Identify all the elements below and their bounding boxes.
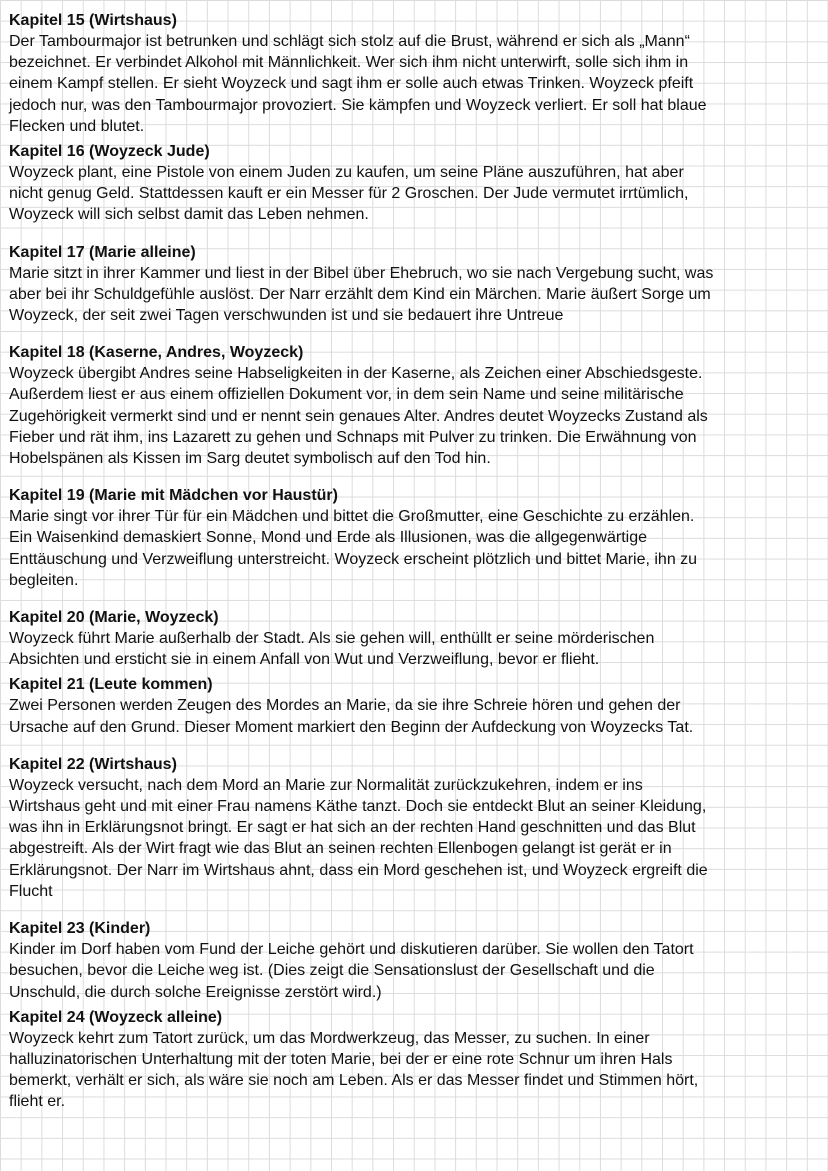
- chapter-title: (Kinder): [89, 920, 151, 938]
- chapter-number: Kapitel 21: [9, 676, 85, 694]
- chapter-16: [9, 141, 820, 226]
- chapter-text: Marie sitzt in ihrer Kammer und liest in der Bibel über Ehebruch, wo sie nach Vergebung sucht, was aber bei ihr Schuldgefühle auslöst. Der Narr erzählt dem Kind ein Märchen. Marie äußert Sorge um Woyzeck, der seit zwei Tagen verschwunden ist und sie bedauert ihre Untreue: [9, 264, 714, 325]
- chapter-heading: [9, 607, 820, 628]
- chapter-heading: [9, 754, 820, 775]
- chapter-heading: [9, 342, 820, 363]
- chapter-title: (Kaserne, Andres, Woyzeck): [89, 344, 304, 362]
- chapter-title: (Woyzeck Jude): [89, 143, 210, 161]
- chapter-title: (Marie alleine): [89, 243, 196, 261]
- chapter-number: Kapitel 23: [9, 920, 85, 938]
- chapter-title: (Marie, Woyzeck): [89, 609, 219, 627]
- chapter-heading: [9, 485, 820, 506]
- chapter-number: Kapitel 17: [9, 243, 85, 261]
- chapter-number: Kapitel 19: [9, 487, 85, 505]
- chapter-24: [9, 1007, 820, 1113]
- chapter-text: Zwei Personen werden Zeugen des Mordes an Marie, da sie ihre Schreie hören und gehen der Ursache auf den Grund. Dieser Moment markiert den Beginn der Aufdeckung von Woyzecks Tat.: [9, 697, 694, 736]
- chapter-17: [9, 242, 820, 327]
- chapter-title: (Leute kommen): [89, 676, 213, 694]
- chapter-number: Kapitel 20: [9, 609, 85, 627]
- chapter-heading: [9, 141, 820, 162]
- chapter-number: Kapitel 16: [9, 143, 85, 161]
- chapter-number: Kapitel 18: [9, 344, 85, 362]
- chapter-20: [9, 607, 820, 670]
- chapter-number: Kapitel 15: [9, 12, 85, 29]
- chapter-title: (Wirtshaus): [89, 755, 177, 773]
- chapter-text: Woyzeck kehrt zum Tatort zurück, um das Mordwerkzeug, das Messer, zu suchen. In einer halluzinatorischen Unterhaltung mit der toten Marie, bei der er eine rote Schnur um ihren Hals bemerkt, verhält er sich, als wäre sie noch am Leben. Als er das Messer findet und Stimmen hört, flieht er.: [9, 1029, 699, 1111]
- chapter-21: [9, 674, 820, 737]
- chapter-18: [9, 342, 820, 469]
- chapter-23: [9, 918, 820, 1003]
- chapter-text: Marie singt vor ihrer Tür für ein Mädchen und bittet die Großmutter, eine Geschichte zu erzählen. Ein Waisenkind demaskiert Sonne, Mond und Erde als Illusionen, was die allgegenwärtige Enttäuschung und Verzweiflung unterstreicht. Woyzeck erscheint plötzlich und bittet Marie, ihn zu begleiten.: [9, 508, 698, 589]
- chapter-number: Kapitel 22: [9, 755, 85, 773]
- chapter-text: Woyzeck führt Marie außerhalb der Stadt. Als sie gehen will, enthüllt er seine mörderischen Absichten und ersticht sie in einem Anfall von Wut und Verzweiflung, bevor er flieht.: [9, 630, 655, 669]
- chapter-title: (Woyzeck alleine): [89, 1008, 223, 1026]
- chapter-19: [9, 485, 820, 591]
- chapter-title: (Marie mit Mädchen vor Haustür): [89, 487, 338, 505]
- chapter-22: [9, 754, 820, 902]
- chapter-heading: [9, 674, 820, 695]
- chapter-heading: [9, 242, 820, 263]
- chapter-text: Woyzeck plant, eine Pistole von einem Juden zu kaufen, um seine Pläne auszuführen, hat aber nicht genug Geld. Stattdessen kauft er ein Messer für 2 Groschen. Der Jude vermutet irrtümlich, Woyzeck will sich selbst damit das Leben nehmen.: [9, 164, 689, 224]
- chapter-text: Woyzeck übergibt Andres seine Habseligkeiten in der Kaserne, als Zeichen einer Abschiedsgeste. Außerdem liest er aus einem offiziellen Dokument vor, in dem sein Name und seine militärische Zugehörigkeit vermerkt sind und er nennt sein genaues Alter. Andres deutet Woyzecks Zustand als Fieber und rät ihm, ins Lazarett zu gehen und Schnaps mit Pulver zu trinken. Die Erwähnung von Hobelspänen als Kissen im Sarg deutet symbolisch auf den Tod hin.: [9, 365, 708, 468]
- chapter-heading: [9, 1007, 820, 1028]
- chapter-heading: [9, 918, 820, 939]
- chapter-text: Woyzeck versucht, nach dem Mord an Marie zur Normalität zurückzukehren, indem er ins Wirtshaus geht und mit einer Frau namens Käthe tanzt. Doch sie entdeckt Blut an seiner Kleidung, was ihn in Erklärungsnot bringt. Er sagt er hat sich an der rechten Hand geschnitten und das Blut abgestreift. Als der Wirt fragt wie das Blut an seinen rechten Ellenbogen gelangt ist gerät er in Erklärungsnot. Der Narr im Wirtshaus ahnt, dass ein Mord geschehen ist, und Woyzeck ergreift die Flucht: [9, 776, 708, 900]
- chapter-15: [9, 10, 820, 137]
- chapter-title: (Wirtshaus): [89, 12, 177, 29]
- chapter-text: Der Tambourmajor ist betrunken und schlägt sich stolz auf die Brust, während er sich als „Mann“ bezeichnet. Er verbindet Alkohol mit Männlichkeit. Wer sich ihm nicht unterwirft, solle sich ihm in einem Kampf stellen. Er sieht Woyzeck und sagt ihm er solle auch etwas Trinken. Woyzeck pfeift jedoch nur, was den Tambourmajor provoziert. Sie kämpfen und Woyzeck verliert. Er soll hat blaue Flecken und blutet.: [9, 33, 707, 135]
- chapter-number: Kapitel 24: [9, 1008, 85, 1026]
- chapter-text: Kinder im Dorf haben vom Fund der Leiche gehört und diskutieren darüber. Sie wollen den Tatort besuchen, bevor die Leiche weg ist. (Dies zeigt die Sensationslust der Gesellschaft und die Unschuld, die durch solche Ereignisse zerstört wird.): [9, 941, 694, 1001]
- chapter-heading: [9, 10, 820, 31]
